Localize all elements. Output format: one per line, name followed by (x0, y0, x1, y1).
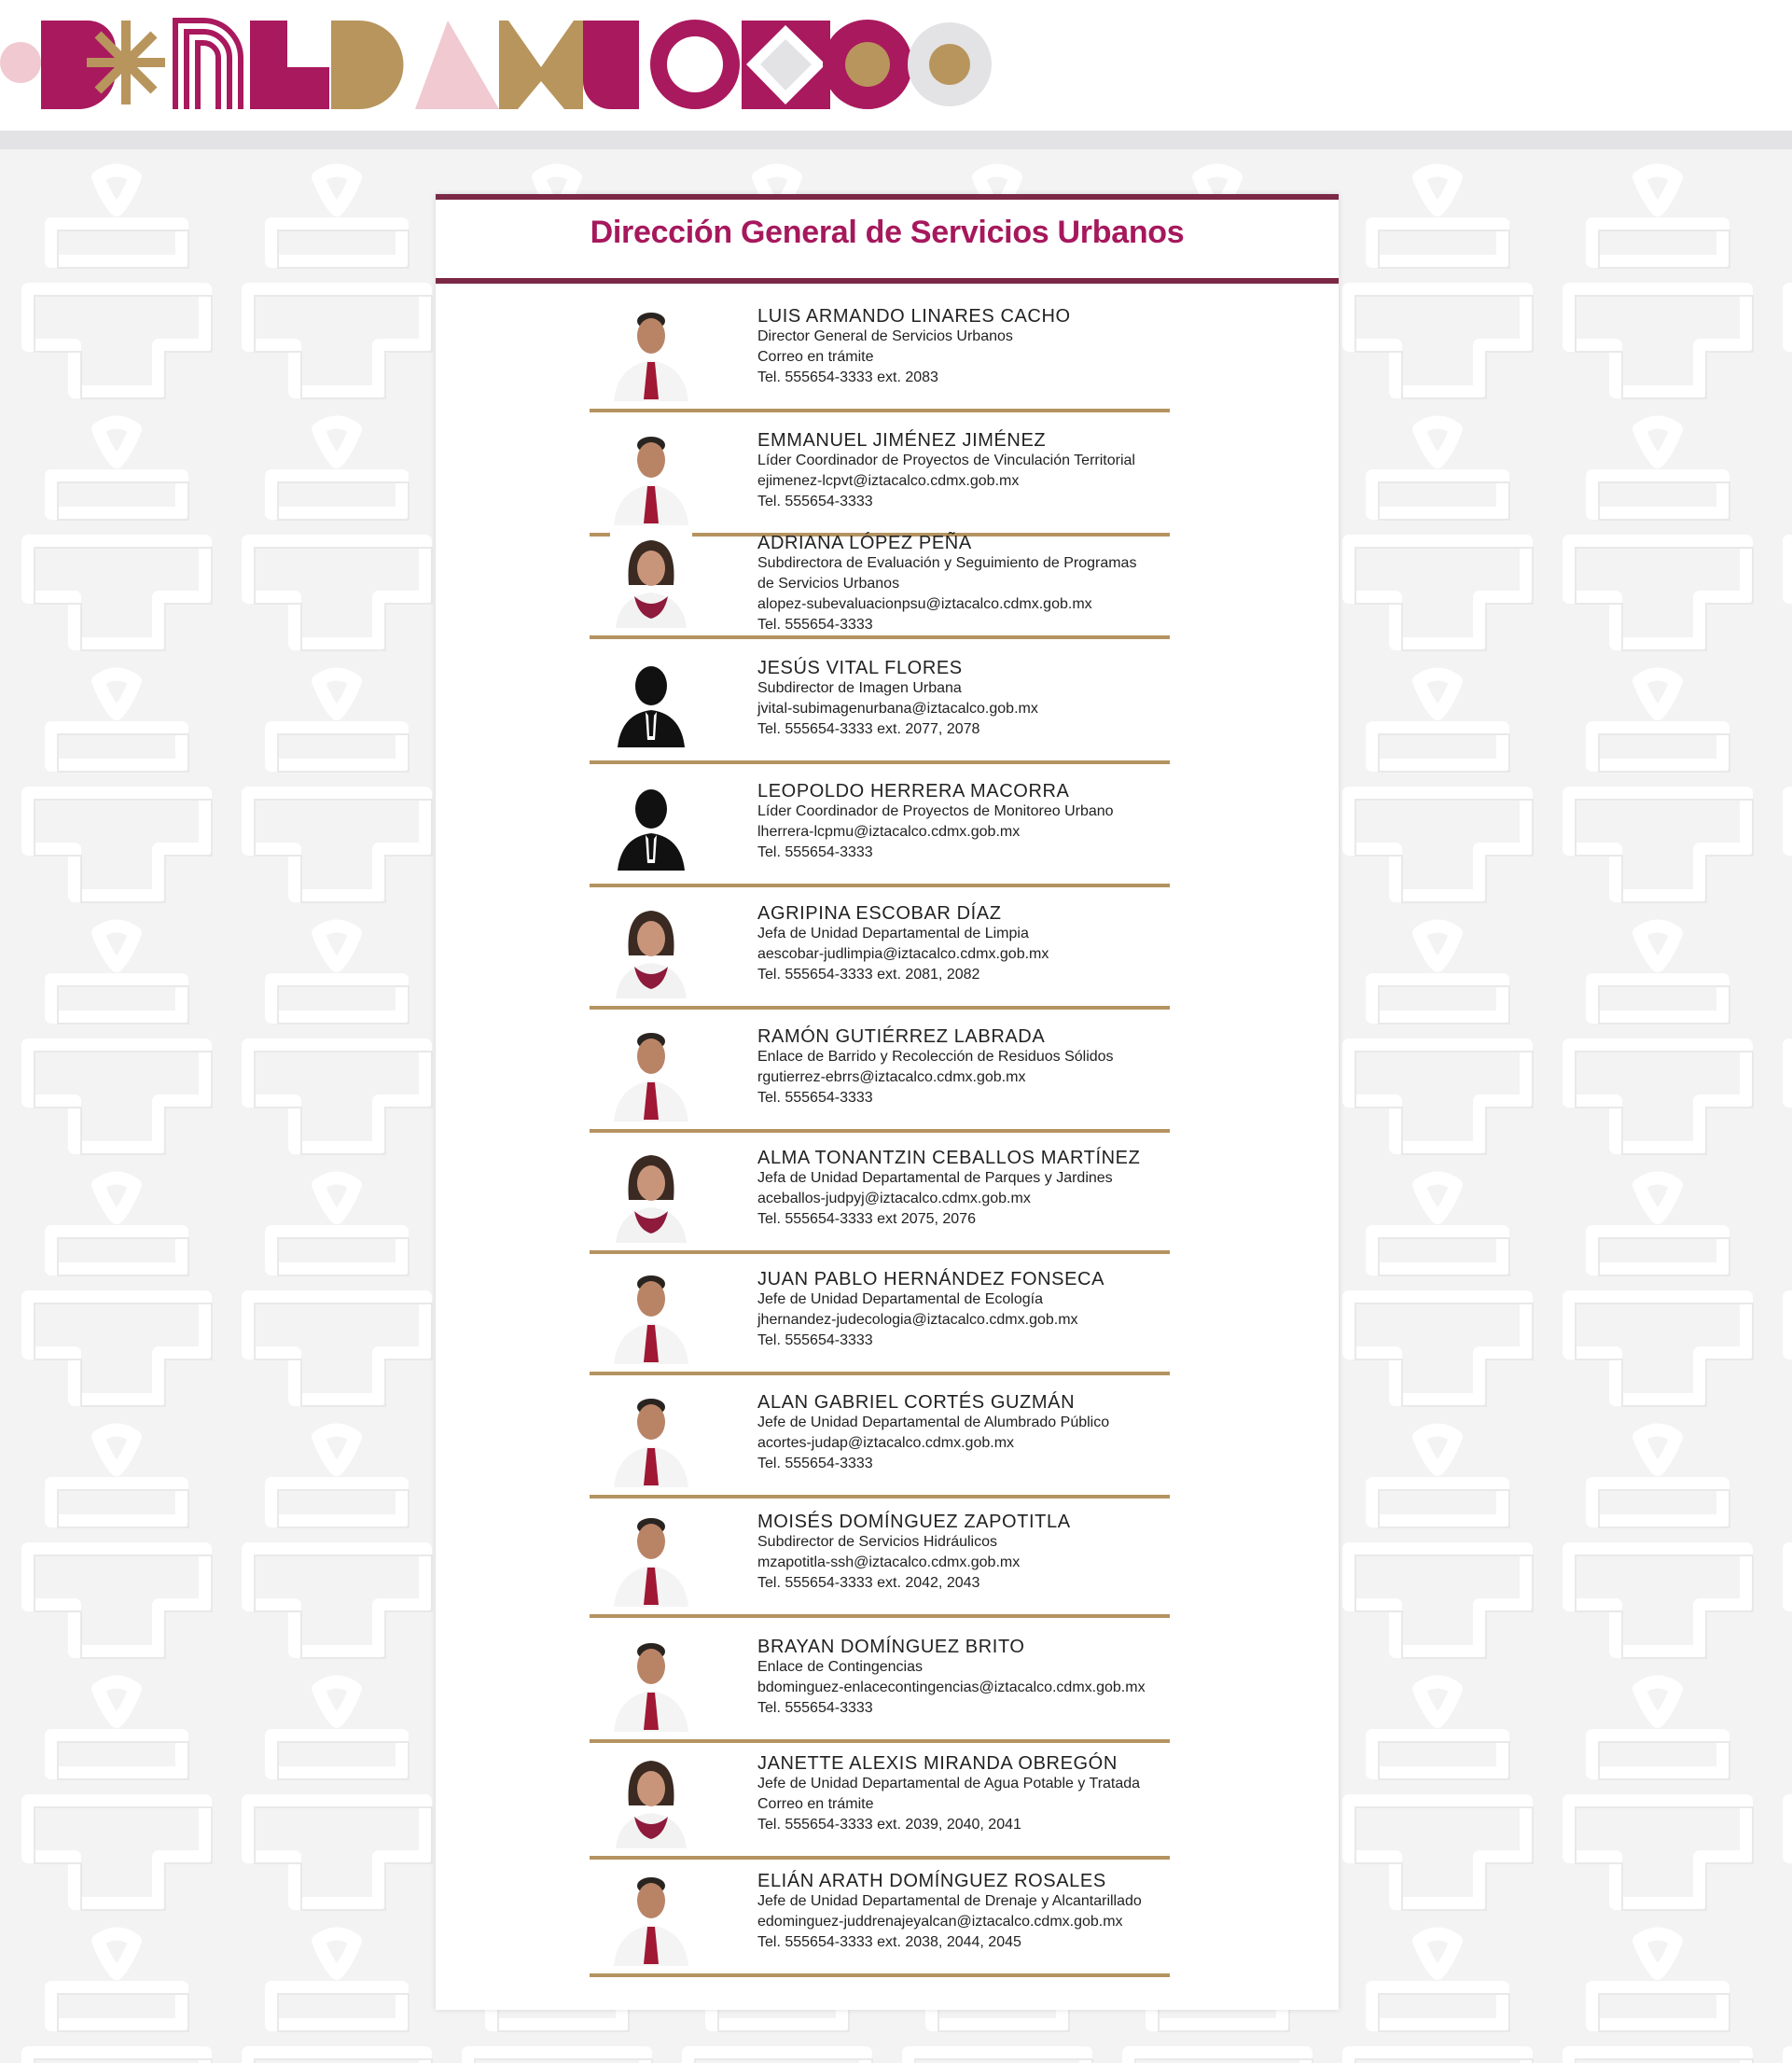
profile-photo (610, 899, 692, 998)
profile-photo (610, 1388, 692, 1487)
silhouette-icon (610, 654, 692, 753)
staff-info (757, 1392, 1243, 1474)
staff-role: Subdirectora de Evaluación y Seguimiento de Programas (757, 555, 1137, 571)
staff-role: Líder Coordinador de Proyectos de Monitoreo Urbano (757, 803, 1114, 819)
profile-photo (610, 1633, 692, 1732)
staff-name: BRAYAN DOMÍNGUEZ BRITO (757, 1637, 1025, 1657)
profile-photo (610, 777, 692, 876)
entry-divider (590, 635, 1170, 639)
staff-name: AGRIPINA ESCOBAR DÍAZ (757, 903, 1002, 924)
staff-info (757, 781, 1243, 863)
staff-role: Subdirector de Servicios Hidráulicos (757, 1534, 997, 1550)
staff-role: Jefa de Unidad Departamental de Parques y Jardines (757, 1170, 1113, 1186)
staff-phone: Tel. 555654-3333 ext. 2042, 2043 (757, 1575, 980, 1591)
staff-info (757, 1753, 1243, 1835)
staff-entry (590, 1379, 1336, 1498)
staff-email[interactable]: alopez-subevaluacionpsu@iztacalco.cdmx.gob.mx (757, 596, 1092, 612)
staff-phone: Tel. 555654-3333 ext. 2038, 2044, 2045 (757, 1934, 1021, 1950)
profile-photo (610, 1023, 692, 1122)
profile-photo (610, 1144, 692, 1243)
staff-name: LEOPOLDO HERRERA MACORRA (757, 781, 1070, 802)
staff-email[interactable]: bdominguez-enlacecontingencias@iztacalco.cdmx.gob.mx (757, 1680, 1146, 1695)
staff-entry (590, 1740, 1336, 1860)
staff-phone: Tel. 555654-3333 (757, 617, 873, 633)
staff-name: JUAN PABLO HERNÁNDEZ FONSECA (757, 1269, 1105, 1289)
staff-entry (590, 1624, 1336, 1743)
staff-info (757, 430, 1243, 512)
staff-role: Jefe de Unidad Departamental de Alumbrado Público (757, 1415, 1110, 1430)
staff-info (757, 658, 1243, 740)
staff-phone: Tel. 555654-3333 ext. 2083 (757, 369, 938, 385)
staff-entry (590, 1858, 1336, 1977)
man-photo-icon (610, 1867, 692, 1966)
staff-name: LUIS ARMANDO LINARES CACHO (757, 306, 1071, 327)
woman-photo-icon (610, 899, 692, 998)
staff-info (757, 1871, 1243, 1953)
profile-photo (610, 426, 692, 525)
profile-photo (610, 654, 692, 753)
staff-info (757, 1637, 1243, 1719)
staff-entry (590, 417, 1336, 537)
staff-name: ADRIANA LÓPEZ PEÑA (757, 533, 972, 553)
staff-role-continued: de Servicios Urbanos (757, 576, 900, 592)
staff-phone: Tel. 555654-3333 ext. 2039, 2040, 2041 (757, 1817, 1021, 1833)
staff-entry (590, 1013, 1336, 1133)
staff-info (757, 1026, 1243, 1108)
staff-role: Jefe de Unidad Departamental de Ecología (757, 1291, 1043, 1307)
man-photo-icon (610, 1508, 692, 1607)
staff-role: Enlace de Contingencias (757, 1659, 924, 1675)
staff-role: Jefa de Unidad Departamental de Limpia (757, 926, 1029, 941)
directory-card (436, 194, 1339, 2010)
staff-phone: Tel. 555654-3333 ext. 2077, 2078 (757, 721, 980, 737)
staff-role: Líder Coordinador de Proyectos de Vinculación Territorial (757, 453, 1135, 468)
staff-entry (590, 1135, 1336, 1254)
staff-role: Enlace de Barrido y Recolección de Residuos Sólidos (757, 1049, 1114, 1065)
man-photo-icon (610, 302, 692, 401)
staff-email[interactable]: acortes-judap@iztacalco.cdmx.gob.mx (757, 1435, 1015, 1451)
staff-email[interactable]: aceballos-judpyj@iztacalco.cdmx.gob.mx (757, 1191, 1031, 1206)
staff-name: ALAN GABRIEL CORTÉS GUZMÁN (757, 1392, 1076, 1413)
staff-name: RAMÓN GUTIÉRREZ LABRADA (757, 1026, 1046, 1047)
staff-role: Jefe de Unidad Departamental de Drenaje y Alcantarillado (757, 1893, 1142, 1909)
staff-email[interactable]: Correo en trámite (757, 349, 874, 365)
staff-phone: Tel. 555654-3333 (757, 1332, 873, 1348)
profile-photo (610, 1508, 692, 1607)
staff-entry (590, 1256, 1336, 1375)
man-photo-icon (610, 1265, 692, 1364)
staff-phone: Tel. 555654-3333 (757, 1456, 873, 1471)
man-photo-icon (610, 1633, 692, 1732)
profile-photo (610, 1265, 692, 1364)
staff-email[interactable]: lherrera-lcpmu@iztacalco.cdmx.gob.mx (757, 824, 1021, 840)
page-title: Dirección General de Servicios Urbanos (590, 215, 1185, 250)
profile-photo (610, 1749, 692, 1848)
staff-entry (590, 520, 1336, 639)
staff-name: JESÚS VITAL FLORES (757, 658, 963, 678)
staff-entry (590, 645, 1336, 764)
entry-divider (590, 1250, 1170, 1254)
entry-divider (590, 1129, 1170, 1133)
entry-divider (590, 1006, 1170, 1010)
staff-entry (590, 890, 1336, 1010)
staff-name: ELIÁN ARATH DOMÍNGUEZ ROSALES (757, 1871, 1106, 1891)
staff-phone: Tel. 555654-3333 ext 2075, 2076 (757, 1211, 976, 1227)
staff-phone: Tel. 555654-3333 (757, 1090, 873, 1106)
staff-phone: Tel. 555654-3333 (757, 494, 873, 509)
staff-info (757, 533, 1243, 635)
staff-email[interactable]: ejimenez-lcpvt@iztacalco.cdmx.gob.mx (757, 473, 1020, 489)
staff-email[interactable]: aescobar-judlimpia@iztacalco.cdmx.gob.mx (757, 946, 1049, 962)
staff-name: ALMA TONANTZIN CEBALLOS MARTÍNEZ (757, 1148, 1141, 1168)
entry-divider (590, 409, 1170, 412)
profile-photo (610, 1867, 692, 1966)
title-underline (436, 278, 1339, 284)
staff-entry (590, 1498, 1336, 1618)
staff-info (757, 903, 1243, 985)
man-photo-icon (610, 1023, 692, 1122)
staff-email[interactable]: rgutierrez-ebrrs@iztacalco.cdmx.gob.mx (757, 1069, 1026, 1085)
staff-name: MOISÉS DOMÍNGUEZ ZAPOTITLA (757, 1512, 1071, 1532)
staff-info (757, 1148, 1243, 1230)
staff-name: JANETTE ALEXIS MIRANDA OBREGÓN (757, 1753, 1118, 1774)
silhouette-icon (610, 777, 692, 876)
entry-divider (590, 760, 1170, 764)
staff-phone: Tel. 555654-3333 (757, 844, 873, 860)
staff-email[interactable]: jhernandez-judecologia@iztacalco.cdmx.gob.mx (757, 1312, 1078, 1328)
profile-photo (610, 302, 692, 401)
staff-email[interactable]: jvital-subimagenurbana@iztacalco.gob.mx (757, 701, 1038, 717)
staff-info (757, 1269, 1243, 1351)
man-photo-icon (610, 426, 692, 525)
entry-divider (590, 1614, 1170, 1618)
woman-photo-icon (610, 1144, 692, 1243)
staff-info (757, 1512, 1243, 1594)
staff-email[interactable]: Correo en trámite (757, 1796, 874, 1812)
header-pattern-icon (0, 11, 1007, 114)
staff-email[interactable]: edominguez-juddrenajeyalcan@iztacalco.cdmx.gob.mx (757, 1914, 1123, 1930)
entry-divider (590, 1973, 1170, 1977)
man-photo-icon (610, 1388, 692, 1487)
staff-email[interactable]: mzapotitla-ssh@iztacalco.cdmx.gob.mx (757, 1554, 1021, 1570)
staff-info (757, 306, 1243, 388)
staff-role: Jefe de Unidad Departamental de Agua Potable y Tratada (757, 1776, 1141, 1791)
staff-role: Director General de Servicios Urbanos (757, 328, 1013, 344)
staff-entry (590, 768, 1336, 887)
staff-entry (590, 293, 1336, 412)
entry-divider (590, 884, 1170, 887)
profile-photo (610, 529, 692, 628)
card-top-rule (436, 194, 1339, 200)
woman-photo-icon (610, 1749, 692, 1848)
staff-name: EMMANUEL JIMÉNEZ JIMÉNEZ (757, 430, 1047, 451)
woman-photo-icon (610, 529, 692, 628)
staff-role: Subdirector de Imagen Urbana (757, 680, 962, 696)
header-divider (0, 131, 1792, 149)
entry-divider (590, 1372, 1170, 1375)
staff-phone: Tel. 555654-3333 ext. 2081, 2082 (757, 967, 980, 983)
staff-phone: Tel. 555654-3333 (757, 1700, 873, 1716)
decorative-header (0, 0, 1792, 131)
